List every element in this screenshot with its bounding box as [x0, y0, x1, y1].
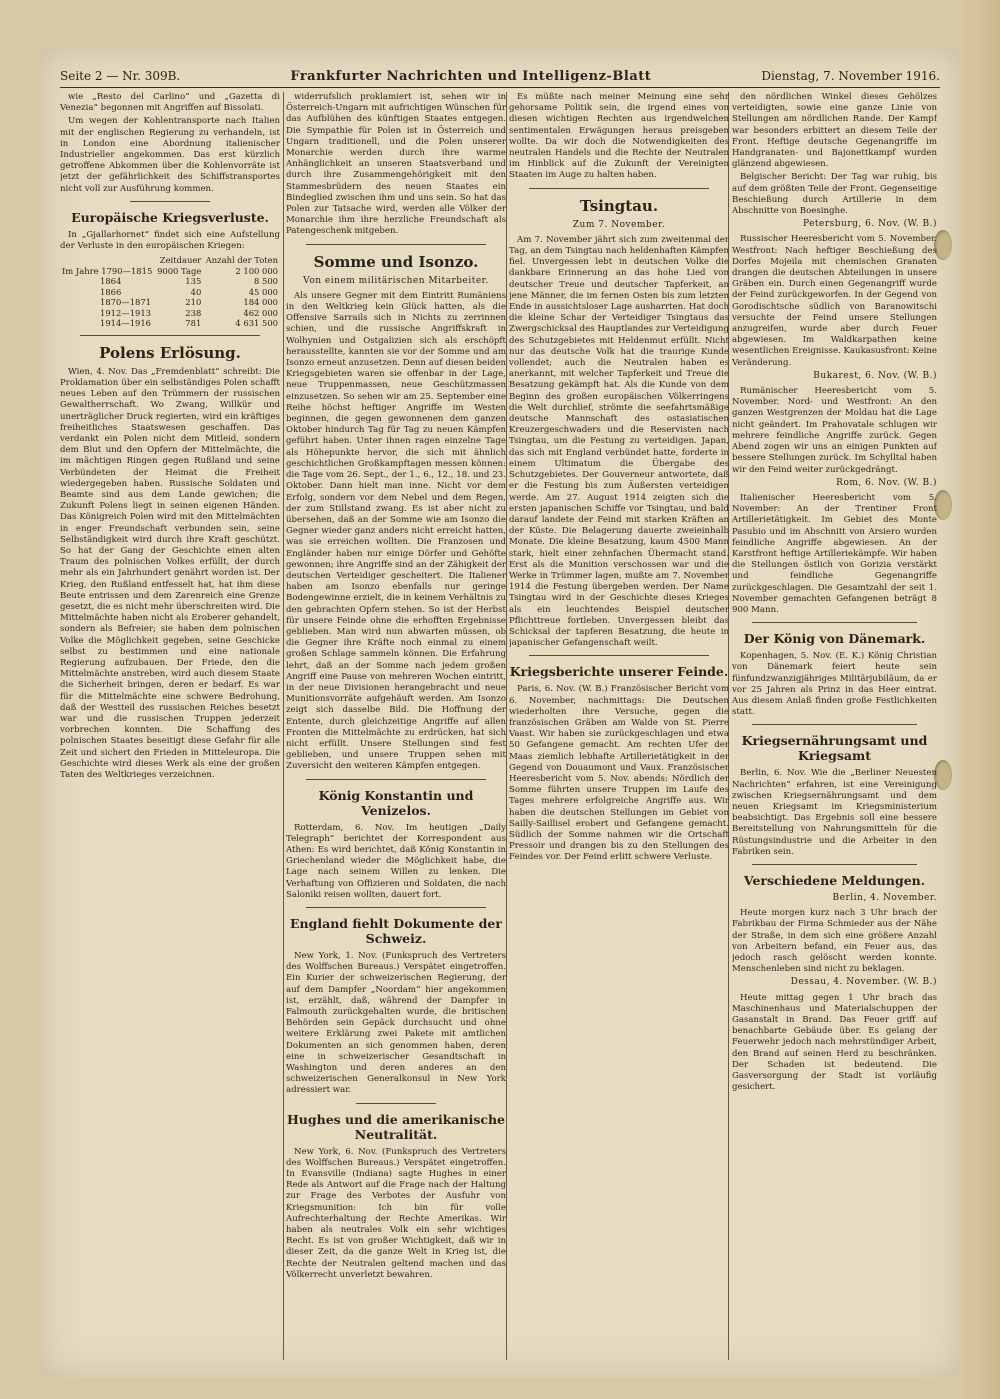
separator [752, 622, 917, 623]
article-text: Es müßte nach meiner Meinung eine sehr gehorsame Politik sein, die irgend eines von diesen wichtigen Rechten aus irgendwelchen sentimentalen Erwägungen heraus preisgeben wollte. Da wir doch die Notwendigkeiten des neutralen Handels und die Rechte der Neutralen im Hinblick auf die Zukunft der Vereinigten Staaten im Auge zu halten haben. [509, 92, 729, 181]
headline: Polens Erlösung. [99, 343, 241, 362]
dateline: Rom, 6. Nov. (W. B.) [836, 477, 937, 488]
table-row [60, 276, 280, 287]
header-rule [60, 87, 940, 88]
column-divider [506, 92, 507, 1360]
dateline: Petersburg, 6. Nov. (W. B.) [802, 219, 937, 230]
table-cell: 9000 Tage [157, 265, 202, 276]
article-text: Am 7. November jährt sich zum zweitenmal der Tag, an dem Tsingtau nach heldenhaften Kämpfen fiel. Unvergessen lebt in deutschen Volke die dankbare Erinnerung an das hohe Lied von deutscher Treue und deutscher Tapferkeit, an jene Männer, die im fernen Osten bis zum letzten Ende in aussichtsloser Lage ausharrten. Hat doch die kleine Schar der Verteidiger Tsingtaus das Zwergschicksal des Hauptlandes zur Verteidigung des Schutzgebietes mit Heldenmut erfüllt. Nicht nur das deutsche Volk hat die traurige Kunde vollendet; auch die Neutralen haben es anerkannt, mit welcher Tapferkeit und Treue die Besatzung gekämpft hat. Als die Kunde von dem Beginn des großen europäischen Völkerringens die Welt durchlief, strömte die seefahrtsmäßige deutsche Mannschaft des ostasiatischen Kreuzergeschwaders und die Reservisten nach Tsingtau, um die Festung zu verteidigen. Japan, das sich mit England verbündet hatte, forderte in einem Ultimatum die Übergabe des Schutzgebietes. Der Gouverneur antwortete, daß er die Festung bis zum Äußersten verteidigen werde. Am 27. August 1914 zeigten sich die ersten japanischen Schiffe vor Tsingtau, und bald darauf landete der Feind mit starken Kräften an der Küste. Die Belagerung dauerte zweieinhalb Monate. Die kleine Besatzung, kaum 4500 Mann stark, hielt einer zehnfachen Übermacht stand. Erst als die Munition verschossen war und die Werke in Trümmer lagen, mußte am 7. November 1914 die Festung übergeben werden. Der Name Tsingtau wird in der Geschichte dieses Krieges als ein leuchtendes Beispiel deutscher Pflichttreue fortleben. Unvergessen bleibt das Schicksal der tapferen Besatzung, die heute in japanischer Gefangenschaft weilt. [509, 234, 729, 649]
headline: Europäische Kriegsverluste. [71, 209, 269, 225]
column-4 [732, 92, 937, 1362]
article-text: Wien, 4. Nov. Das „Fremdenblatt“ schreibt: Die Proklamation über ein selbständiges Polen schafft neues Leben auf den Trümmern der russischen Gewaltherrschaft. Wo Zwang, Willkür und unerträglicher Druck regierten, wird ein kräftiges freiheitliches Staatswesen geschaffen. Das verdankt ein Polen nicht dem Mitleid, sondern dem Blut und den Opfern der Mittelmächte, die im mächtigen Ringen gegen Rußland und seine Verbündeten der Heimat die Freiheit wiedergegeben haben. Russische Soldaten und Beamte sind aus dem Lande gewichen; die Zukunft Polens liegt in seinen eigenen Händen. Das Königreich Polen wird mit den Mittelmächten in enger Freundschaft verbunden sein, seine Selbständigkeit wird durch ihre Kraft geschützt. So hat der Gang der Geschichte einen alten Traum des polnischen Volkes erfüllt, der durch mehr als ein Jahrhundert genährt worden ist. Der Krieg, den Rußland entfesselt hat, hat ihm diese Beute entrissen und dem Zarenreich eine Grenze gesetzt, die es nicht mehr überschreiten wird. Die Mittelmächte haben nicht als Eroberer gehandelt, sondern als Befreier; sie haben dem polnischen Volke die Möglichkeit gegeben, seine Geschicke selbst zu bestimmen und eine nationale Regierung aufzubauen. Der Friede, den die Mittelmächte anstreben, wird auch diesem Staate die Sicherheit bringen, deren er bedarf. Es war für die Mittelmächte eine schwere Bedrohung, daß der Westteil des russischen Reiches besetzt war und die russischen Truppen jederzeit vorbrechen konnten. Die Schaffung des polnischen Staates beseitigt diese Gefahr für alle Zeit und sichert den Frieden in Mitteleuropa. Die Geschichte wird dieses Werk als eine der großen Taten des Weltkrieges verzeichnen. [60, 366, 280, 781]
table-cell: 4 631 500 [235, 318, 278, 329]
article-text: den nördlichen Winkel dieses Gehölzes verteidigten, sowie eine ganze Linie von Stellungen am nördlichen Rande. Der Kampf war besonders erbittert an diesem Teile der Front. Heftige deutsche Gegenangriffe im Handgranaten- und Bajonettkampf wurden glänzend abgewiesen. [732, 92, 937, 170]
dateline: Dessau, 4. November. (W. B.) [790, 977, 937, 988]
dateline: Berlin, 4. November. [832, 892, 937, 903]
article-text: Als unsere Gegner mit dem Eintritt Rumäniens in den Weltkrieg kein Glück hatten, als die Offensive Sarrails sich in Nichts zu zerrinnen schien, und die russische Angriffskraft in Wolhynien und Ostgalizien sich als erschöpft herausstellte, kannten sie vor der Somme und am Isonzo erneut anzusetzen. Denn auf diesen beiden Kriegsgebieten waren sie offenbar in der Lage, neue Truppenmassen, neue Geschützmassen einzusetzen. So sehen wir am 25. September eine Reihe höchst heftiger Angriffe im Westen beginnen, die gegen gewonnenen dem ganzen Oktober hindurch Tag für Tag zu neuen Kämpfen geführt haben. Unter ihnen ragen einzelne Tage als Höhepunkte hervor, die sich mit ähnlich geschichtlichen Großkampftagen messen können: die Tage vom 26. Sept., der 1., 6., 12., 18. und 23. Oktober. Dann hielt man inne. Nicht vor dem Erfolg, sondern vor dem Nebel und dem Regen, der zum Stillstand zwang. Es ist aber nicht zu übersehen, daß an der Somme wie am Isonzo die Gegner wieder ganz anders nicht erreicht hatten, was sie erreichen wollten. Die Franzosen und Engländer haben nur einige Dörfer und Gehöfte gewonnen; ihre Angriffe sind an der Zähigkeit der deutschen Verteidiger gescheitert. Die Italiener haben am Isonzo ebenfalls nur geringe Bodengewinne erzielt, die in keinem Verhältnis zu den gebrachten Opfern stehen. So ist der Herbst für unsere Feinde ohne die erhofften Ergebnisse geblieben. Man wird nun abwarten müssen, ob die Gegner ihre Kräfte noch einmal zu einem großen Schlage sammeln können. Die Erfahrung lehrt, daß an der Somme nach jedem großen Angriff eine Pause von mehreren Wochen eintritt, in der neue Divisionen herangebracht und neue Munitionsvorräte aufgehäuft werden. Am Isonzo zeigt sich dasselbe Bild. Die Hoffnung der Entente, durch gleichzeitige Angriffe auf allen Fronten die Mittelmächte zu erdrücken, hat sich nicht erfüllt. Unsere Stellungen sind fest geblieben, und unsere Truppen sehen mit Zuversicht den weiteren Kämpfen entgegen. [286, 290, 506, 772]
table-cell: 40 [190, 286, 202, 297]
dateline: Bukarest, 6. Nov. (W. B.) [813, 370, 937, 381]
article-text: Italienischer Heeresbericht vom 5. November: An der Trentiner Front Artillerietätigkeit. Im Gebiet des Monte Pasubio und im Abschnitt von Arsiero wurden feindliche Angriffe abgewiesen. An der Karstfront heftige Artilleriekämpfe. Wir haben die Stellungen östlich von Gorizia verstärkt und feindliche Gegenangriffe zurückgeschlagen. Die Gesamtzahl der seit 1. November gemachten Gefangenen beträgt 8 900 Mann. [732, 492, 937, 615]
table-header-cell [60, 255, 155, 266]
table-cell: 1912—1913 [100, 307, 152, 318]
separator [529, 188, 709, 189]
separator [356, 1103, 436, 1104]
table-cell: 1870—1871 [100, 297, 152, 308]
article-text: New York, 6. Nov. (Funkspruch des Vertreters des Wolffschen Bureaus.) Verspätet eingetroffen. In Evansville (Indiana) sagte Hughes in einer Rede als Antwort auf die Frage nach der Haltung zur Frage des Verbotes der Ausfuhr von Kriegsmunition: Ich bin für volle Aufrechterhaltung der Rechte Amerikas. Wir haben als neutrales Volk ein sehr wichtiges Recht. Es ist von großer Wichtigkeit, daß wir in dieser Zeit, da die ganze Welt in Krieg ist, die Rechte der Neutralen geltend machen und das Völkerrecht unverletzt bewahren. [286, 1146, 506, 1280]
headline: Verschiedene Meldungen. [743, 872, 926, 888]
table-cell: 238 [185, 307, 202, 318]
table-row [60, 318, 280, 329]
headline: König Konstantin und Venizelos. [318, 787, 474, 818]
table-row [60, 308, 280, 319]
table-cell: 1864 [100, 276, 122, 287]
page-edge [960, 0, 1000, 1399]
page-header [60, 66, 940, 86]
headline: Somme und Isonzo. [313, 252, 479, 271]
article-text: Belgischer Bericht: Der Tag war ruhig, bis auf dem größten Teile der Front. Gegenseitige Beschießung durch Artillerie in dem Abschnitte von Boesinghe. [732, 172, 937, 217]
table-cell: 8 500 [254, 276, 278, 287]
article-text: Rumänischer Heeresbericht vom 5. November. Nord- und Westfront: An den ganzen Westgrenzen der Moldau hat die Lage nicht geändert. Im Prahovatale schlugen wir mehrere feindliche Angriffe zurück. Gegen Abend zogen wir uns an einigen Punkten auf bessere Stellungen zurück. Im Schylltal haben wir den Feind weiter zurückgedrängt. [732, 386, 937, 475]
column-2 [286, 92, 506, 1362]
table-header-cell: Zeitdauer [159, 255, 202, 266]
separator [80, 335, 260, 336]
article-text: wie „Resto del Carlino“ und „Gazetta di Venezia“ begonnen mit Angriffen auf Bissolati. [60, 92, 280, 114]
separator [306, 779, 486, 780]
byline: Von einem militärischen Mitarbeiter. [303, 275, 489, 286]
headline: Hughes und die amerikanische Neutralität. [286, 1111, 506, 1142]
column-1 [60, 92, 280, 1362]
byline: Zum 7. November. [572, 219, 666, 230]
headline: England fiehlt Dokumente der Schweiz. [290, 916, 502, 946]
table-cell: 2 100 000 [235, 265, 278, 276]
separator [752, 864, 917, 865]
article-text: Rotterdam, 6. Nov. Im heutigen „Daily Telegraph“ berichtet der Korrespondent aus Athen: Es wird berichtet, daß König Konstantin in Griechenland wieder die Möglichkeit habe, die Lage nach seinem Willen zu lenken. Die Verhaftung von Offizieren und Soldaten, die nach Saloniki reisen wollten, dauert fort. [286, 822, 506, 900]
article-text: Berlin, 6. Nov. Wie die „Berliner Neuesten Nachrichten“ erfahren, ist eine Vereinigung zwischen Kriegsernährungsamt und dem neuen Kriegsamt im Kriegsministerium beabsichtigt. Das Ergebnis soll eine bessere Bereitstellung von Nahrungsmitteln für die Rüstungsindustrie und die Arbeiter in den Fabriken sein. [732, 768, 937, 857]
article-text: Kopenhagen, 5. Nov. (E. K.) König Christian von Dänemark feiert heute sein fünfundzwanzigjähriges Militärjubiläum, da er vor 25 Jahren als Prinz in das Heer eintrat. Aus diesem Anlaß finden große Festlichkeiten statt. [732, 651, 937, 718]
table-cell: 210 [185, 297, 202, 308]
separator [130, 201, 210, 202]
article-text: Heute mittag gegen 1 Uhr brach das Maschinenhaus und Materialschuppen der Gasanstalt in Brand. Das Feuer griff auf benachbarte Gebäude über. Es gelang der Feuerwehr jedoch nach mehrstündiger Arbeit, den Brand auf seinen Herd zu beschränken. Der Schaden ist bedeutend. Die Gasversorgung der Stadt ist vorläufig gesichert. [732, 992, 937, 1093]
separator [529, 655, 709, 656]
headline: Der König von Dänemark. [743, 631, 926, 647]
table-header-cell: Anzahl der Toten [205, 255, 278, 266]
column-3 [509, 92, 729, 1362]
headline: Tsingtau. [579, 196, 659, 215]
table-cell: 184 000 [243, 297, 278, 308]
article-text: Russischer Heeresbericht vom 5. November. Westfront: Nach heftiger Beschießung des Dorfes Mojeila mit chemischen Granaten drangen die deutschen Abteilungen in unsere Gräben ein. Durch einen Gegenangriff wurde der Feind zurückgeworfen. In der Gegend von Gorodischtsche südlich von Baranowitschi versuchte der Feind unsere Stellungen anzugreifen, wurde aber durch Feuer abgewiesen. Im Waldkarpathen keine wesentlichen Ereignisse. Kaukasusfront: Keine Veränderung. [732, 234, 937, 368]
table-row [60, 266, 280, 277]
table-cell: Im Jahre 1790—1815 [62, 265, 153, 276]
table-cell: 1866 [100, 286, 122, 297]
article-text: Paris, 6. Nov. (W. B.) Französischer Bericht vom 6. November, nachmittags: Die Deutschen wiederholten ihre Versuche, gegen die französischen Gräben am Walde von St. Pierre Vaast. Wir haben sie zurückgeschlagen und etwa 50 Gefangene gemacht. Am rechten Ufer der Maas ziemlich lebhafte Artillerietätigkeit in der Gegend von Douaumont und Vaux. Französischer Heeresbericht vom 5. Nov. abends: Nördlich der Somme führten unsere Truppen im Laufe des Tages mehrere erfolgreiche Angriffe aus. Wir haben die deutschen Stellungen im Gebiet von Sailly-Saillisel erobert und Gefangene gemacht. Südlich der Somme nahmen wir die Ortschaft Pressoir und drangen bis zu den Stellungen des Feindes vor. Der Feind erlitt schwere Verluste. [509, 684, 729, 863]
article-text: Heute morgen kurz nach 3 Uhr brach der Fabrikbau der Firma Schmieder aus der Nähe der Straße, in dem sich eine größere Anzahl von Arbeitern befand, ein Feuer aus, das jedoch rasch gelöscht werden konnte. Menschenleben sind nicht zu beklagen. [732, 908, 937, 975]
article-text: In „Gjallarhornet“ findet sich eine Aufstellung der Verluste in den europäischen Kriegen: [60, 229, 280, 252]
article-text: Um wegen der Kohlentransporte nach Italien mit der englischen Regierung zu verhandeln, ist in London eine Abordnung italienischer Industrieller angekommen. Das erst kürzlich getroffene Abkommen über die Kohlenvorräte ist jetzt der gefährlichkeit des Schiffstransportes nicht voll zur Ausführung kommen. [60, 116, 280, 194]
table-row [60, 297, 280, 308]
separator [306, 907, 486, 908]
table-row [60, 287, 280, 298]
table-cell: 781 [185, 318, 202, 329]
column-divider [283, 92, 284, 1360]
table-header-row [60, 255, 280, 266]
article-text: New York, 1. Nov. (Funkspruch des Vertreters des Wolffschen Bureaus.) Verspätet eingetroffen. Ein Kurier der schweizerischen Regierung, der auf dem Dampfer „Noordam“ hier angekommen ist, erzählt, daß, während der Dampfer in Falmouth zurückgehalten wurde, die britischen Behörden sein Gepäck durchsucht und ohne weitere Erklärung zwei Pakete mit amtlichen Dokumenten an sich genommen haben, deren eine in schweizerischer Gesandtschaft in Washington und deren anderes an den schweizerischen Generalkonsul in New York adressiert war. [286, 951, 506, 1096]
article-text: widerrufslich proklamiert ist, sehen wir in Österreich-Ungarn mit aufrichtigen Wünschen für das Aufblühen des künftigen Staates entgegen. Die Sympathie für Polen ist in Österreich und Ungarn traditionell, und die Polen unserer Monarchie werden durch ihre warme Anhänglichkeit an unseren Staatsverband und durch ihre Zusammengehörigkeit mit den Stammesbrüdern des neuen Staates ein Bindeglied zwischen ihm und uns sein. So hat das Polen zur Tatsache wird, werden alle Völker der Monarchie ihm ihre herzliche Freundschaft als Patengeschenk mitgeben. [286, 92, 506, 237]
separator [306, 244, 486, 245]
table-cell: 1914—1916 [100, 318, 152, 329]
separator [752, 724, 917, 725]
table-cell: 462 000 [243, 307, 278, 318]
headline: Kriegsberichte unserer Feinde. [509, 664, 729, 680]
issue-date: Dienstag, 7. November 1916. [761, 69, 940, 83]
page-number: Seite 2 — Nr. 309B. [60, 69, 181, 83]
casualties-table [60, 255, 280, 329]
newspaper-title: Frankfurter Nachrichten und Intelligenz-Blatt [290, 68, 652, 84]
table-cell: 45 000 [248, 286, 278, 297]
table-cell: 135 [185, 276, 202, 287]
headline: Kriegsernährungsamt und Kriegsamt [741, 733, 928, 764]
